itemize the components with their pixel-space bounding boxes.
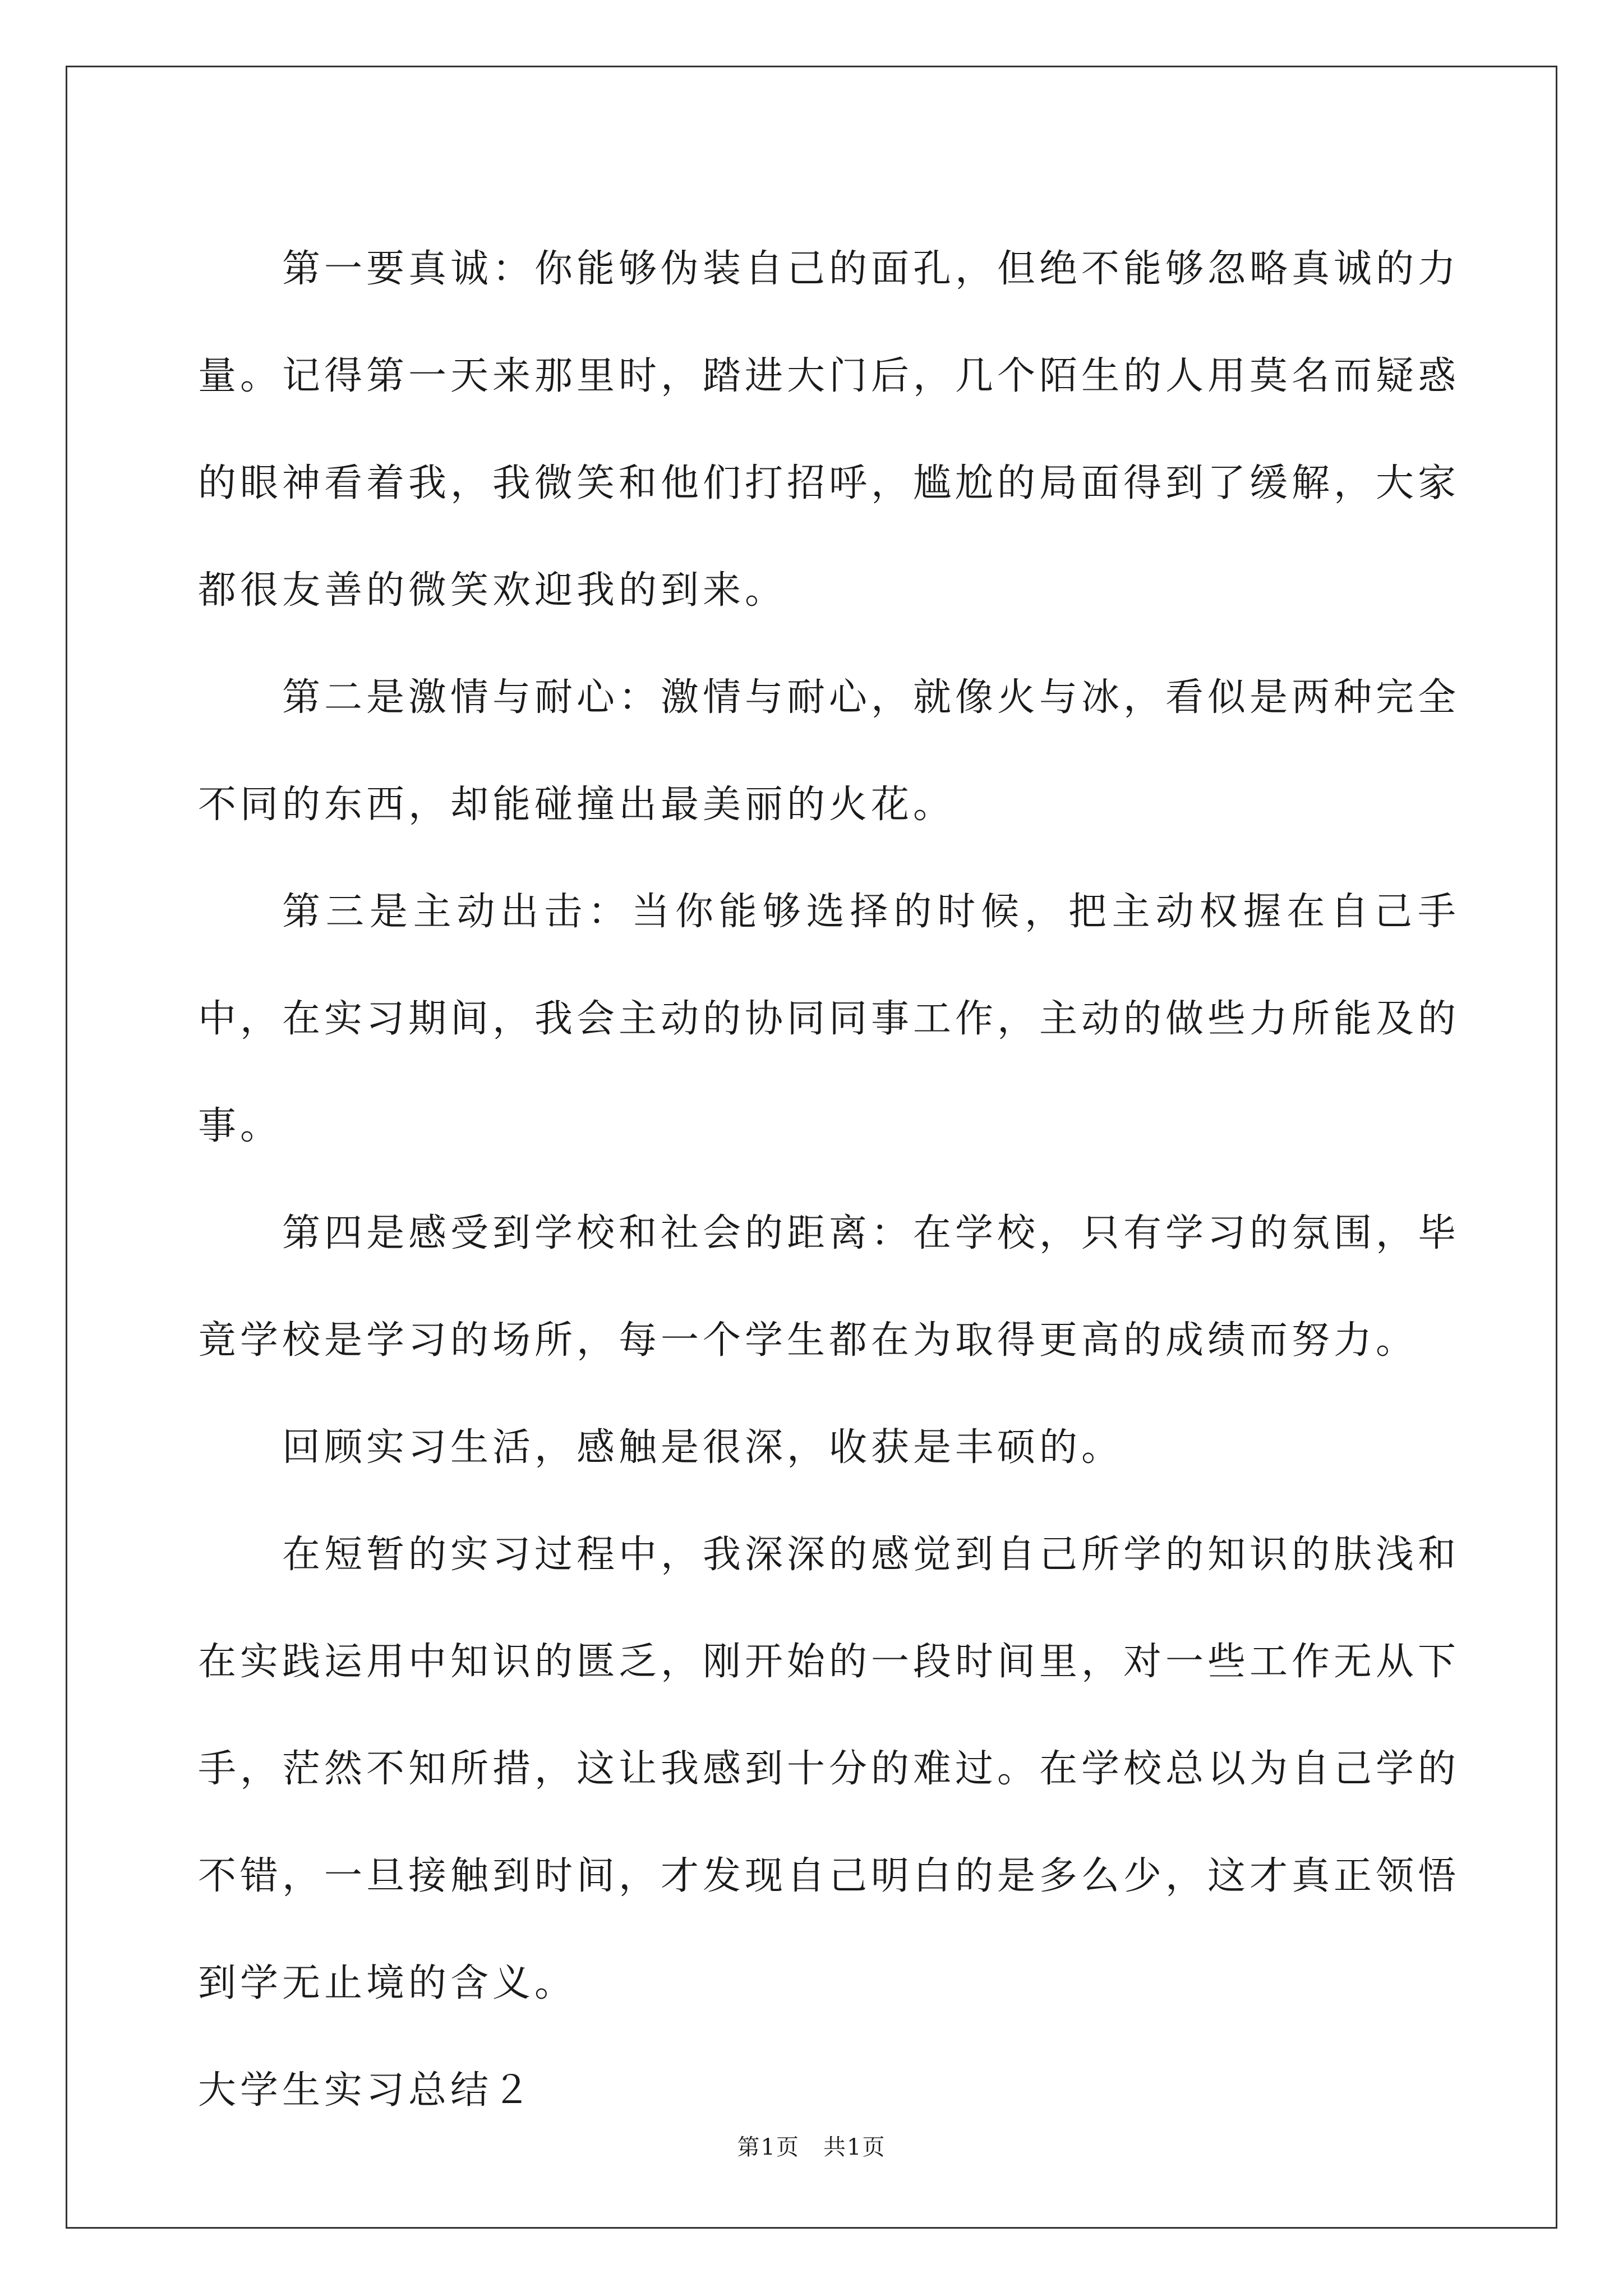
paragraph-passion-patience: 第二是激情与耐心：激情与耐心，就像火与冰，看似是两种完全不同的东西，却能碰撞出最美丽的火花。 xyxy=(198,675,1460,827)
paragraph-review: 回顾实习生活，感触是很深，收获是丰硕的。 xyxy=(282,1425,1124,1470)
page-footer: 第1页 共1页 xyxy=(737,2134,886,2160)
paragraph-school-society-gap: 第四是感受到学校和社会的距离：在学校，只有学习的氛围，毕竟学校是学习的场所，每一个学生都在为取得更高的成绩而努力。 xyxy=(198,1211,1460,1363)
paragraph-sincerity: 第一要真诚：你能够伪装自己的面孔，但绝不能够忽略真诚的力量。记得第一天来那里时，踏进大门后，几个陌生的人用莫名而疑惑的眼神看着我，我微笑和他们打招呼，尴尬的局面得到了缓解，大家都很友善的微笑欢迎我的到来。 xyxy=(198,247,1460,613)
document-body xyxy=(198,215,1460,2144)
paragraph-reflection: 在短暂的实习过程中，我深深的感觉到自己所学的知识的肤浅和在实践运用中知识的匮乏，刚开始的一段时间里，对一些工作无从下手，茫然不知所措，这让我感到十分的难过。在学校总以为自己学的不错，一旦接触到时间，才发现自己明白的是多么少，这才真正领悟到学无止境的含义。 xyxy=(198,1533,1460,2005)
paragraph-take-initiative: 第三是主动出击：当你能够选择的时候，把主动权握在自己手中，在实习期间，我会主动的协同同事工作，主动的做些力所能及的事。 xyxy=(198,890,1460,1148)
section-heading: 大学生实习总结２ xyxy=(198,2068,535,2113)
